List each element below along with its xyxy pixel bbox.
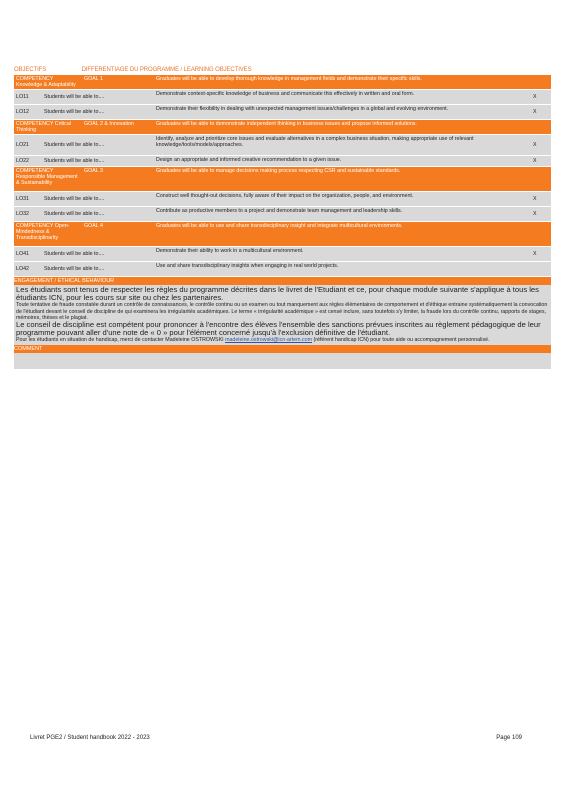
competency-band [14,75,551,90]
learning-objective-row [14,90,551,105]
lo-stem: Students will be able to.... [44,141,105,148]
learning-objective-row [14,262,551,277]
competency-band [14,120,551,135]
competency-band [14,167,551,192]
learning-objective-row [14,135,551,156]
objectives-sheet [14,66,551,369]
learning-objective-row [14,207,551,222]
competency-band [14,222,551,247]
learning-objective-row [14,105,551,120]
goal-text: Graduates will be able to manage decisions making process respecting CSR and sustainable standards. [156,168,401,174]
objectives-header [14,66,551,75]
lo-mark: X [533,195,537,202]
lo-mark [531,262,551,276]
lo-code: LO42 [16,265,29,272]
lo-code: LO21 [16,141,29,148]
lo-stem: Students will be able to.... [44,108,105,115]
lo-text: Demonstrate context-specific knowledge of business and communicate this effectively in written and oral form. [156,91,415,97]
handicap-contact-link[interactable]: madeleine.ostrowski@icn-artem.com [225,337,312,344]
lo-text: Identify, analyze and prioritize core issues and evaluate alternatives in a complex business situation, making appropriate use of relevant knowledge/tools/models/approaches. [156,136,474,149]
lo-stem: Students will be able to.... [44,210,105,217]
goal-label: GOAL 4 [84,223,103,229]
engagement-heading: ENGAGEMENT / ETHICAL BEHAVIOUR [14,277,551,285]
ethics-paragraph-3: Le conseil de discipline est compétent pour prononcer à l'encontre des élèves l'ensemble des sanctions prévues inscrites au règlement pédagogique de leur programme pouvant aller d'une note de « 0 » pour l'élément concerné jusqu'à l'exclusion définitive de l'étudiant. [16,320,541,338]
lo-text: Demonstrate their flexibility in dealing with unexpected management issues/challenges in a global and evolving environment. [156,106,449,112]
lo-code: LO11 [16,93,29,100]
learning-objective-row [14,156,551,167]
lo-stem: Students will be able to.... [44,265,105,272]
lo-stem: Students will be able to.... [44,250,105,257]
lo-code: LO12 [16,108,29,115]
goal-label: GOAL 1 [84,76,103,82]
learning-objective-row [14,192,551,207]
handicap-text-suffix: (référent handicap ICN) pour toute aide ou accompagnement personnalisé. [313,337,490,344]
lo-code: LO22 [16,157,29,164]
lo-stem: Students will be able to.... [44,157,105,164]
page-footer [30,735,522,741]
competency-label: COMPETENCY Critical Thinking [16,121,71,134]
ethics-paragraph-4 [16,337,549,343]
handicap-text-prefix: Pour les étudiants en situation de handicap, merci de contacter Madeleine OSTROWSKI [16,337,224,344]
lo-code: LO32 [16,210,29,217]
lo-mark: X [533,210,537,217]
goal-text: Graduates will be able to use and share transdisciplinary insight and integrate multicultural environments. [156,223,403,229]
lo-text: Design an appropriate and informed creative recommendation to a given issue. [156,157,342,163]
footer-page-number: Page 109 [496,735,522,741]
competency-label: COMPETENCY Knowledge & Adaptability [16,76,76,89]
lo-stem: Students will be able to.... [44,195,105,202]
lo-text: Demonstrate their ability to work in a multicultural environment. [156,248,304,254]
lo-mark: X [533,108,537,115]
lo-mark: X [533,141,537,148]
lo-code: LO41 [16,250,29,257]
lo-text: Construct well thought-out decisions, fully aware of their impact on the organization, people, and environment. [156,193,414,199]
competency-label: COMPETENCY Responsible Management & Sustainability [16,168,78,187]
lo-code: LO31 [16,195,29,202]
lo-text: Use and share transdisciplinary insights when engaging in real world projects. [156,263,339,269]
ethics-paragraph-1: Les étudiants sont tenus de respecter les règles du programme décrites dans le livret de l'Etudiant et ce, pour chaque module suivante s'applique à tous les étudiants ICN, pour les cours sur site ou chez les partenaires. [16,285,539,303]
ethics-block [14,285,551,345]
comment-heading: COMMENT [14,345,551,353]
ethics-paragraph-2: Toute tentative de fraude constatée durant un contrôle de connaissances, le contrôle continu ou un examen ou tout manquement aux règles élémentaires de comportement et d'éthique entraine systématiquement la convocation de l'étudiant devant le conseil de discipline de qui examinera les irrégularités académiques. Le terme « irrégularité académique » est censé inclure, sans toutefois s'y limiter, la fraude lors du contrôle continu, rapports de stages, mémoires, thèses et le plagiat. [16,302,548,321]
lo-mark: X [533,93,537,100]
lo-mark: X [533,157,537,164]
goal-text: Graduates will be able to develop thorough knowledge in management fields and demonstrate their specific skills. [156,76,422,82]
learning-objective-row [14,247,551,262]
lo-text: Contribute as productive members to a project and demonstrate team management and leadership skills. [156,208,403,214]
lo-mark: X [533,250,537,257]
goal-text: Graduates will be able to demonstrate independent thinking in business issues and propose informed solutions. [156,121,417,127]
objectives-label: OBJECTIFS [14,67,47,73]
footer-handbook-title: Livret PGE2 / Student handbook 2022 - 2023 [30,735,150,741]
differentiating-label: DIFFERENTIAGE DU PROGRAMME / LEARNING OBJECTIVES [81,67,252,73]
goal-label: GOAL 3 [84,168,103,174]
goal-label: GOAL 2 & Innovation [84,121,134,127]
lo-stem: Students will be able to.... [44,93,105,100]
competency-label: COMPETENCY Open-Mindedness & Transdisciplinarity [16,223,70,242]
comment-body [14,353,551,369]
